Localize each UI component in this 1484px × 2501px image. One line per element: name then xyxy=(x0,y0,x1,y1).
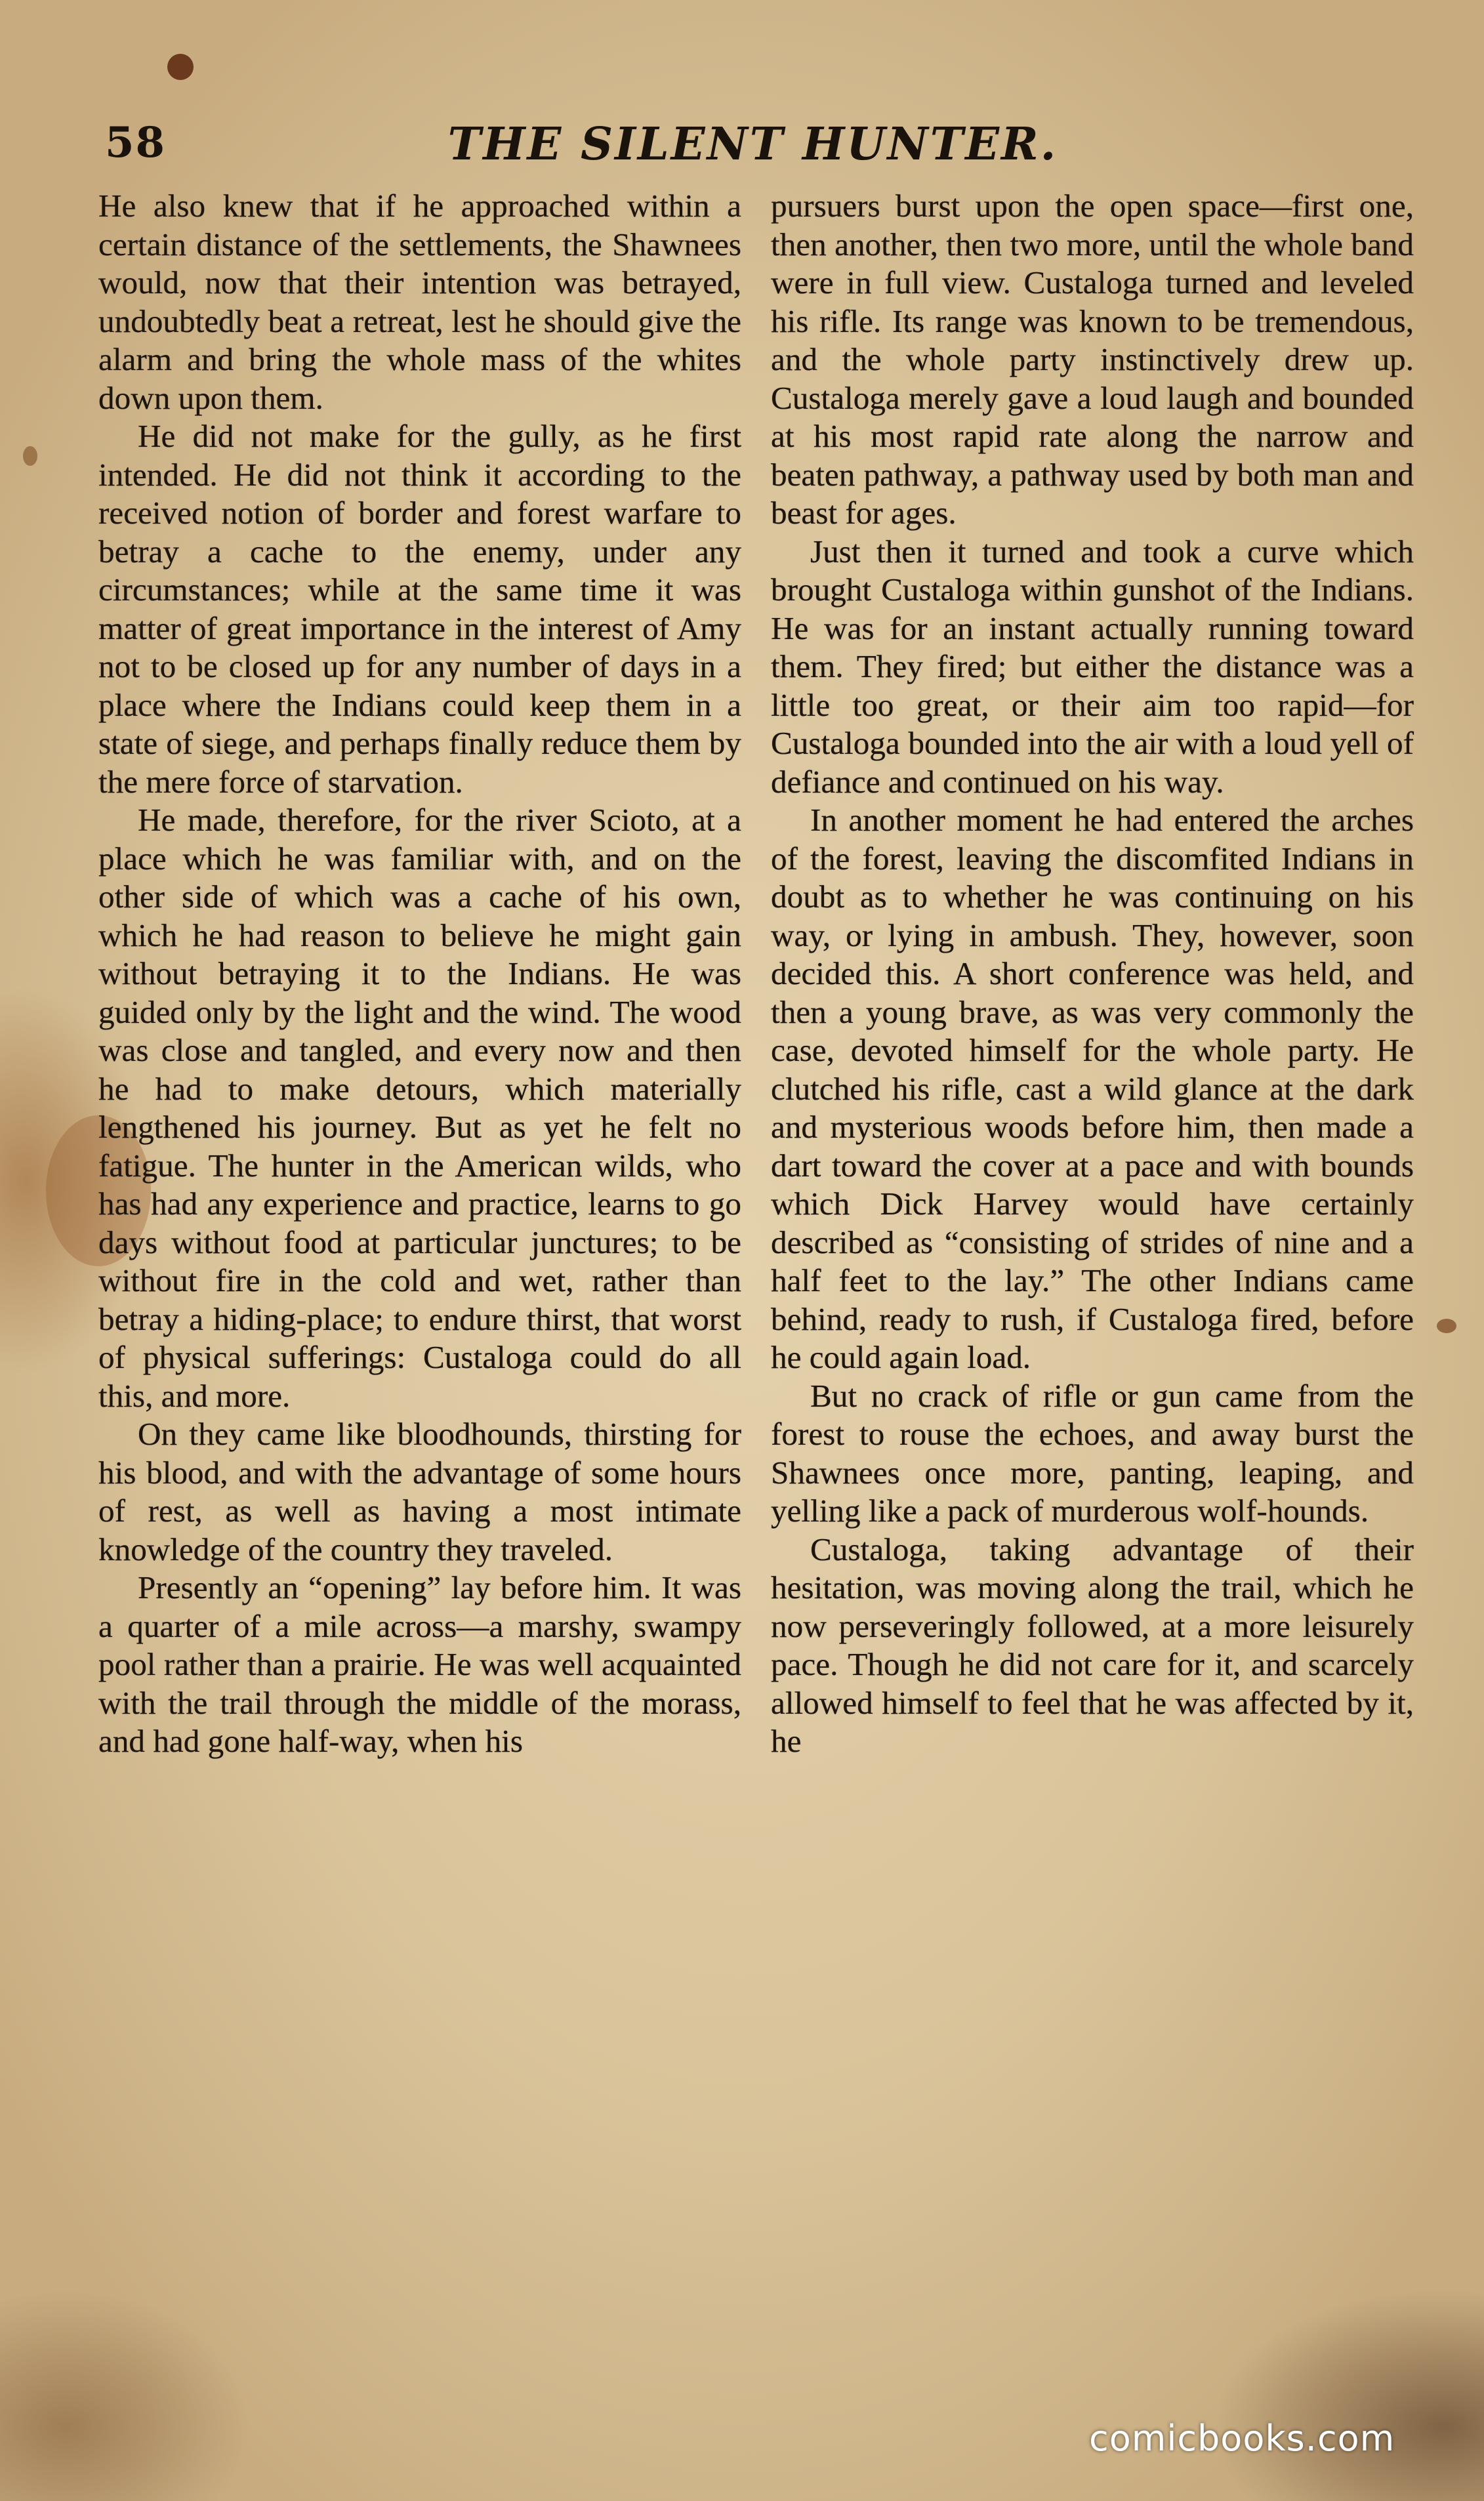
page-header xyxy=(98,118,1407,177)
paragraph: Just then it turned and took a curve which brought Custaloga within gunshot of the Indians. He was for an instant actually running toward them. They fired; but either the distance was a little too great, or their aim too rapid—for Custaloga bounded into the air with a loud yell of defiance and continued on his way. xyxy=(771,533,1414,800)
ink-spot xyxy=(23,446,37,466)
running-title: THE SILENT HUNTER. xyxy=(447,118,1058,171)
paragraph: Custaloga, taking advantage of their hesitation, was moving along the trail, which he now perseveringly followed, at a more leisurely pace. Though he did not care for it, and scarcely allowed himself to feel that he was affected by it, he xyxy=(771,1531,1414,1759)
ink-spot xyxy=(167,54,194,80)
paragraph: He also knew that if he approached within a certain distance of the settlements, the Shawnees would, now that their intention was betrayed, undoubtedly beat a retreat, lest he should give the alarm and bring the whole mass of the whites down upon them. xyxy=(98,188,741,416)
page-number: 58 xyxy=(105,118,167,167)
paragraph: On they came like bloodhounds, thirsting for his blood, and with the advantage of some hours of rest, as well as having a most intimate knowledge of the country they traveled. xyxy=(98,1416,741,1567)
paragraph: He did not make for the gully, as he first intended. He did not think it according to the received notion of border and forest warfare to betray a cache to the enemy, under any circumstances; while at the same time it was matter of great importance in the interest of Amy not to be closed up for any number of days in a place where the Indians could keep them in a state of siege, and perhaps finally reduce them by the mere force of starvation. xyxy=(98,418,741,800)
right-column xyxy=(771,187,1414,1761)
ink-spot xyxy=(1437,1319,1456,1333)
paragraph: Presently an “opening” lay before him. It was a quarter of a mile across—a marshy, swampy pool rather than a prairie. He was well acquainted with the trail through the middle of the morass, and had gone half-way, when his xyxy=(98,1569,741,1759)
paragraph: He made, therefore, for the river Scioto, at a place which he was familiar with, and on the other side of which was a cache of his own, which he had reason to believe he might gain without betraying it to the Indians. He was guided only by the light and the wind. The wood was close and tangled, and every now and then he had to make detours, which materially lengthened his journey. But as yet he felt no fatigue. The hunter in the American wilds, who has had any experience and practice, learns to go days without food at particular junctures; to be without fire in the cold and wet, rather than betray a hiding-place; to endure thirst, that worst of physical sufferings: Custaloga could do all this, and more. xyxy=(98,802,741,1414)
paragraph: But no crack of rifle or gun came from the forest to rouse the echoes, and away burst the Shawnees once more, panting, leaping, and yelling like a pack of murderous wolf-hounds. xyxy=(771,1377,1414,1529)
paragraph: pursuers burst upon the open space—first one, then another, then two more, until the whole band were in full view. Custaloga turned and leveled his rifle. Its range was known to be tremendous, and the whole party instinctively drew up. Custaloga merely gave a loud laugh and bounded at his most rapid rate along the narrow and beaten pathway, a pathway used by both man and beast for ages. xyxy=(771,188,1414,531)
site-watermark: comicbooks.com xyxy=(1089,2418,1395,2459)
text-columns xyxy=(98,187,1414,2385)
left-column xyxy=(98,187,741,1761)
paragraph: In another moment he had entered the arches of the forest, leaving the discomfited Indians in doubt as to whether he was continuing on his way, or lying in ambush. They, however, soon decided this. A short conference was held, and then a young brave, as was very commonly the case, devoted himself for the whole party. He clutched his rifle, cast a wild glance at the dark and mysterious woods before him, then made a dart toward the cover at a pace and with bounds which Dick Harvey would have certainly described as “consisting of strides of nine and a half feet to the lay.” The other Indians came behind, ready to rush, if Custaloga fired, before he could again load. xyxy=(771,802,1414,1375)
